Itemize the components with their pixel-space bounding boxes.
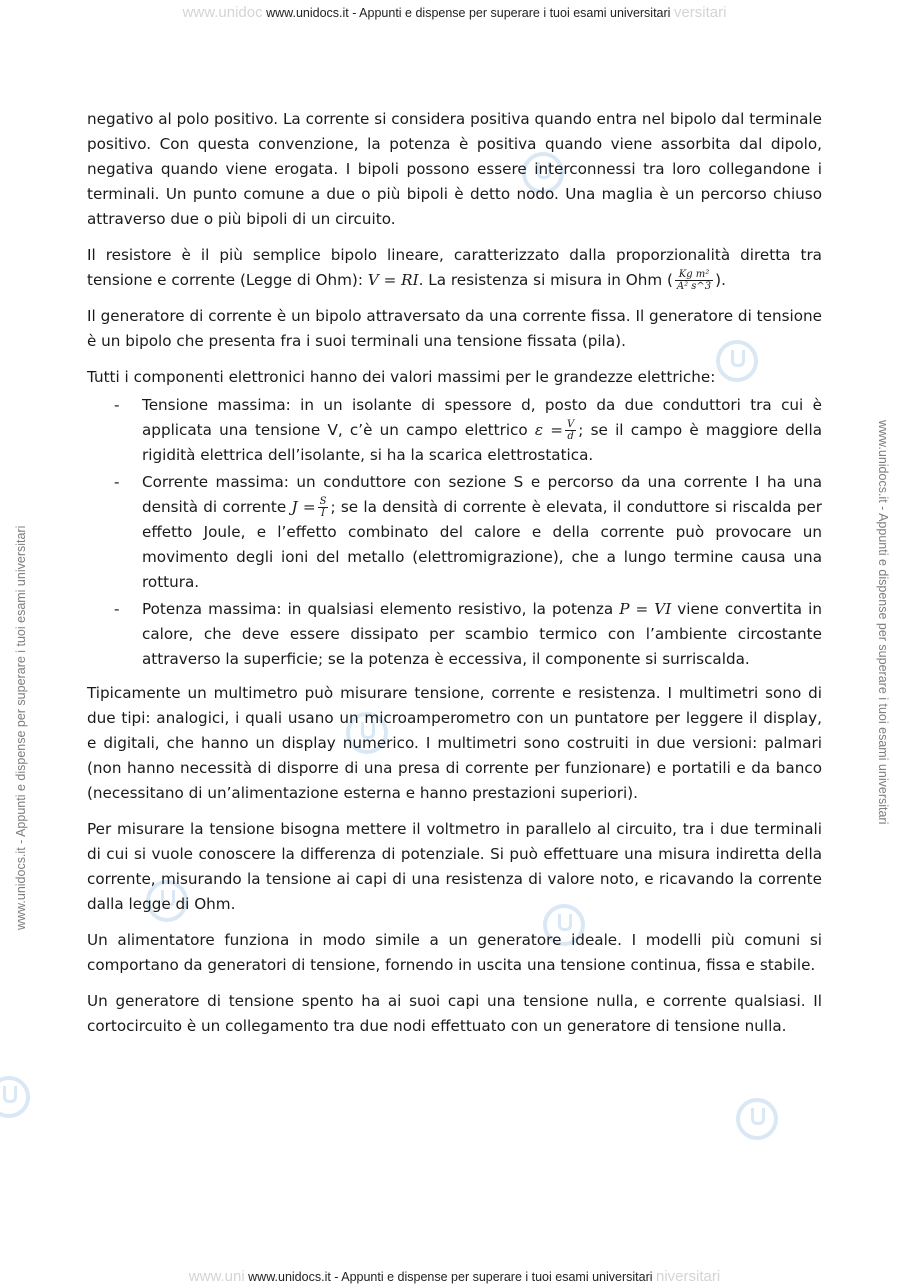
paragraph-generators: Il generatore di corrente è un bipolo attraversato da una corrente fissa. Il generatore di tensione è un bipolo che presenta fra i suoi terminali una tensione fissata (pila).	[87, 307, 822, 350]
list-item-voltage	[87, 393, 822, 468]
resistor-text-1: Il resistore è il più semplice bipolo lineare, caratterizzato dalla proporzionalità diretta tra tensione e corrente (Legge di Ohm):	[87, 246, 822, 289]
footer-ghost-right: niversitari	[656, 1268, 721, 1285]
header-text: www.unidocs.it - Appunti e dispense per superare i tuoi esami universitari	[266, 6, 671, 20]
ohm-unit-numerator: Kg m²	[675, 269, 713, 281]
paragraph-bipoles: negativo al polo positivo. La corrente si considera positiva quando entra nel bipolo dal terminale positivo. Con questa convenzione, la potenza è positiva quando viene assorbita dal dipolo, negativa quando viene erogata. I bipoli possono essere interconnessi tra loro collegandone i terminali. Un punto comune a due o più bipoli è detto nodo. Una maglia è un percorso chiuso attraverso due o più bipoli di un circuito.	[87, 110, 822, 228]
field-fraction	[565, 419, 576, 442]
document-body	[87, 107, 822, 1050]
current-text-2: ; se la densità di corrente è elevata, il conduttore si riscalda per effetto Joule, e l’effetto combinato del calore e della corrente può provocare un movimento degli ioni del metallo (elettromigrazione), che a lungo termine causa una rottura.	[142, 498, 822, 591]
ohm-unit-fraction	[675, 269, 713, 292]
list-bullet: -	[114, 600, 120, 618]
page-header	[0, 4, 909, 21]
paragraph-voltage-measure: Per misurare la tensione bisogna mettere il voltmetro in parallelo al circuito, tra i due terminali di cui si vuole conoscere la differenza di potenziale. Si può effettuare una misura indiretta della corrente, misurando la tensione ai capi di una resistenza di valore noto, e ricavando la corrente dalla legge di Ohm.	[87, 820, 822, 913]
footer-ghost-left: www.uni	[188, 1268, 245, 1285]
limits-list	[87, 393, 822, 672]
resistor-text-3: ).	[715, 271, 726, 289]
page-footer	[0, 1268, 909, 1285]
list-bullet: -	[114, 473, 120, 491]
paragraph-multimeter: Tipicamente un multimetro può misurare tensione, corrente e resistenza. I multimetri sono di due tipi: analogici, i quali usano un microamperometro con un puntatore per leggere il display, e digitali, che hanno un display numerico. I multimetri sono costruiti in due versioni: palmari (non hanno necessità di disporre di una presa di corrente per funzionare) e portatili e da banco (necessitano di un’alimentazione esterna e hanno prestazioni superiori).	[87, 684, 822, 802]
paragraph-limits-intro: Tutti i componenti elettronici hanno dei valori massimi per le grandezze elettriche:	[87, 368, 716, 386]
ohm-unit-denominator: A² s^3	[676, 281, 712, 292]
ohm-law-formula: V = RI	[367, 271, 419, 289]
power-text-1: Potenza massima: in qualsiasi elemento resistivo, la potenza	[142, 600, 620, 618]
field-formula-lhs: ε =	[534, 421, 564, 439]
list-item-current	[87, 470, 822, 595]
power-text-2: viene convertita in calore, che deve essere dissipato per scambio termico con l’ambiente circostante attraverso la superficie; se la potenza è eccessiva, il componente si surriscalda.	[142, 600, 822, 668]
field-denominator: d	[567, 431, 574, 442]
field-numerator: V	[567, 419, 575, 430]
watermark-logo-icon	[736, 1098, 778, 1140]
paragraph-short-circuit: Un generatore di tensione spento ha ai suoi capi una tensione nulla, e corrente qualsiasi. Il cortocircuito è un collegamento tra due nodi effettuato con un generatore di tensione nulla.	[87, 992, 822, 1035]
paragraph-power-supply: Un alimentatore funziona in modo simile a un generatore ideale. I modelli più comuni si comportano da generatori di tensione, fornendo in uscita una tensione continua, fissa e stabile.	[87, 931, 822, 974]
left-side-watermark: www.unidocs.it - Appunti e dispense per superare i tuoi esami universitari	[14, 525, 28, 930]
header-ghost-left: www.unidoc	[182, 4, 263, 21]
paragraph-resistor	[87, 243, 822, 293]
watermark-logo-icon	[0, 1076, 30, 1118]
header-ghost-right: versitari	[673, 4, 727, 21]
voltage-text-2: ; se il campo è maggiore della rigidità elettrica dell’isolante, si ha la scarica elettrostatica.	[142, 421, 823, 464]
power-formula: P = VI	[619, 600, 672, 618]
density-numerator: S	[319, 496, 327, 507]
resistor-text-2: . La resistenza si misura in Ohm (	[418, 271, 673, 289]
voltage-text-1: Tensione massima: in un isolante di spessore d, posto da due conduttori tra cui è applicata una tensione V, c’è un campo elettrico	[142, 396, 822, 439]
density-formula-lhs: J =	[291, 498, 316, 516]
right-side-watermark: www.unidocs.it - Appunti e dispense per superare i tuoi esami universitari	[876, 420, 890, 825]
list-bullet: -	[114, 396, 120, 414]
current-text-1: Corrente massima: un conduttore con sezione S e percorso da una corrente I ha una densità di corrente	[142, 473, 822, 516]
density-denominator: I	[321, 508, 325, 519]
footer-text: www.unidocs.it - Appunti e dispense per superare i tuoi esami universitari	[248, 1270, 653, 1284]
list-item-power	[87, 597, 822, 672]
density-fraction	[318, 496, 329, 519]
